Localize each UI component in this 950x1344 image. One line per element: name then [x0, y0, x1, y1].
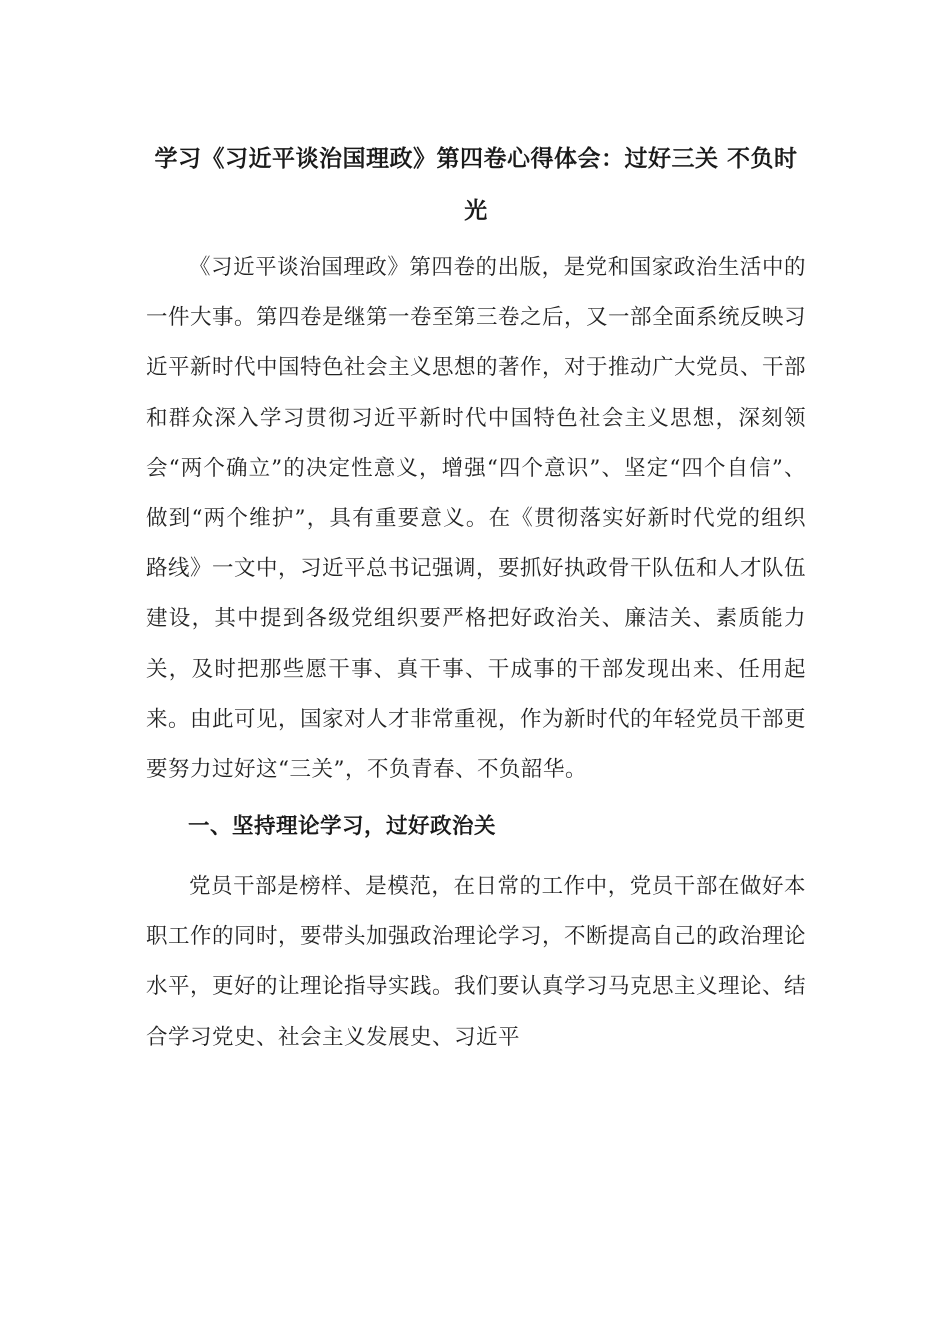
document-title: 学习《习近平谈治国理政》第四卷心得体会：过好三关 不负时光 — [154, 145, 798, 224]
paragraph-intro: 《习近平谈治国理政》第四卷的出版，是党和国家政治生活中的一件大事。第四卷是继第一卷至第三卷之后，又一部全面系统反映习近平新时代中国特色社会主义思想的著作，对于推动广大党员、干部和群众深入学习贯彻习近平新时代中国特色社会主义思想，深刻领会“两个确立”的决定性意义，增强“四个意识”、坚定“四个自信”、做到“两个维护”，具有重要意义。在《贯彻落实好新时代党的组织路线》一文中，习近平总书记强调，要抓好执政骨干队伍和人才队伍建设，其中提到各级党组织要严格把好政治关、廉洁关、素质能力关，及时把那些愿干事、真干事、干成事的干部发现出来、任用起来。由此可见，国家对人才非常重视，作为新时代的年轻党员干部更要努力过好这“三关”，不负青春、不负韶华。 — [146, 255, 807, 783]
section-heading-1: 一、坚持理论学习，过好政治关 — [188, 814, 497, 839]
paragraph-section-1: 党员干部是榜样、是模范，在日常的工作中，党员干部在做好本职工作的同时，要带头加强政治理论学习，不断提高自己的政治理论水平，更好的让理论指导实践。我们要认真学习马克思主义理论、结合学习党史、社会主义发展史、习近平 — [146, 874, 807, 1050]
